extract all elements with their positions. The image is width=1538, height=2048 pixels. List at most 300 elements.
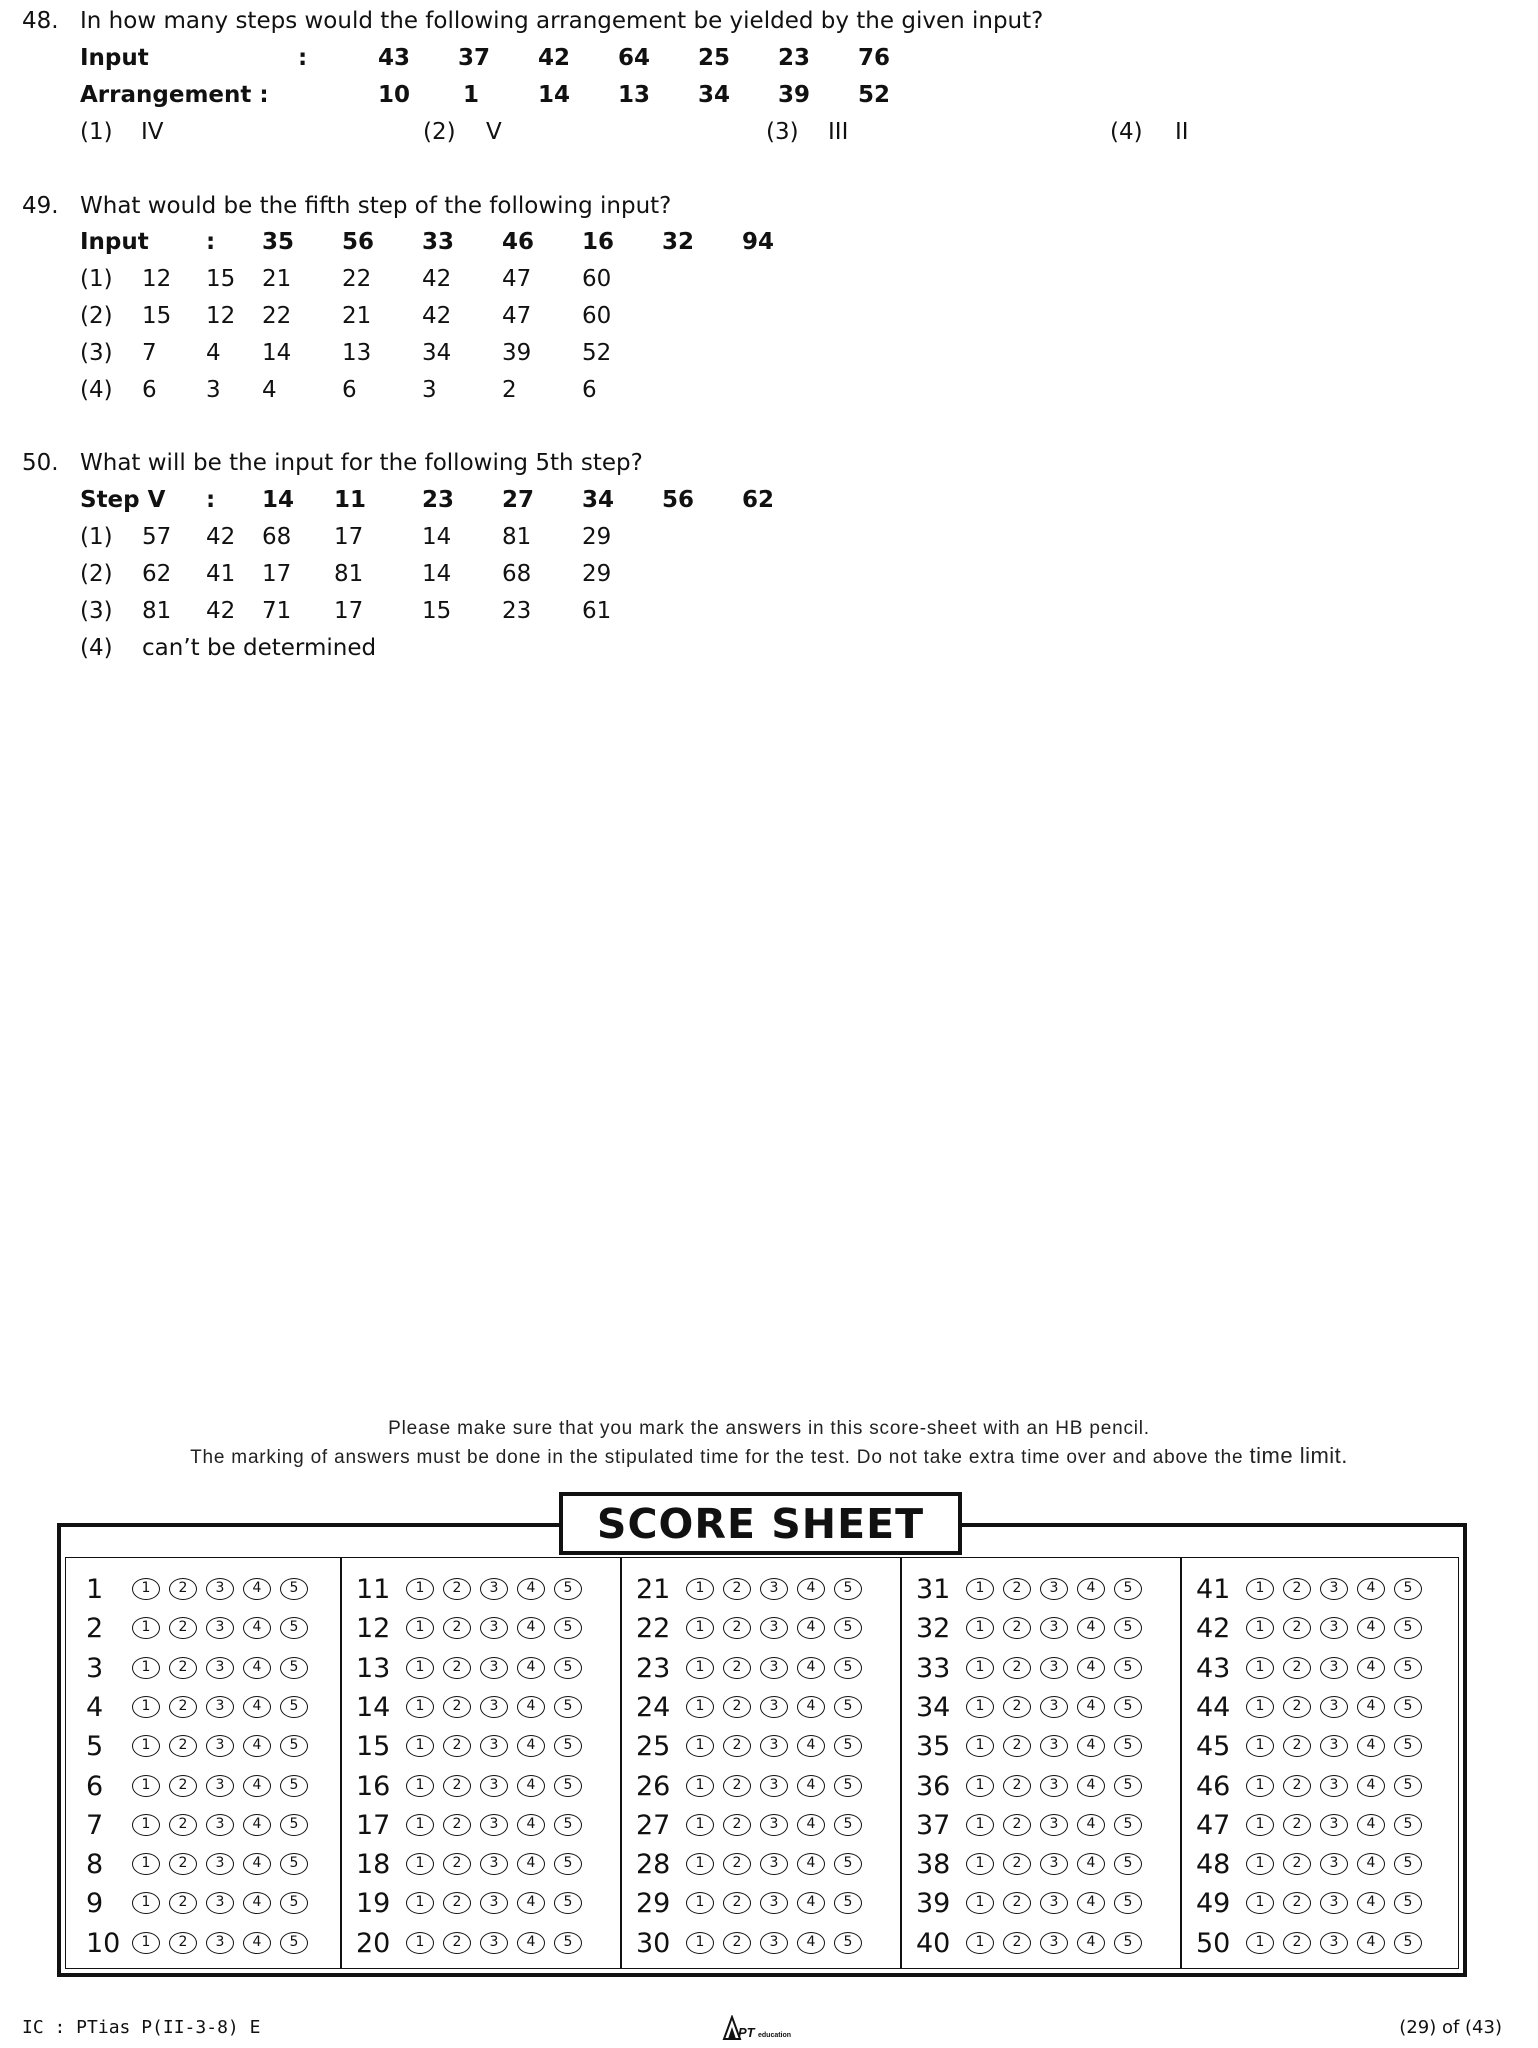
answer-bubble[interactable]: 5	[1114, 1932, 1142, 1954]
answer-bubble[interactable]: 3	[206, 1932, 234, 1954]
answer-bubble[interactable]: 2	[1283, 1853, 1311, 1875]
answer-bubble[interactable]: 1	[132, 1853, 160, 1875]
answer-bubble[interactable]: 4	[1077, 1853, 1105, 1875]
value-cell: 10	[378, 82, 411, 108]
score-row	[900, 1884, 1180, 1924]
answer-bubble[interactable]: 2	[1283, 1814, 1311, 1836]
answer-bubble[interactable]: 1	[406, 1892, 434, 1914]
answer-bubble[interactable]: 5	[1394, 1814, 1422, 1836]
answer-bubble[interactable]: 1	[686, 1696, 714, 1718]
answer-bubble[interactable]: 3	[1320, 1696, 1348, 1718]
answer-bubble[interactable]: 3	[760, 1657, 788, 1679]
answer-bubble[interactable]: 3	[1040, 1814, 1068, 1836]
answer-bubble[interactable]: 5	[554, 1617, 582, 1639]
score-row	[66, 1570, 340, 1610]
answer-bubble[interactable]: 4	[1077, 1735, 1105, 1757]
answer-bubble[interactable]: 4	[1357, 1657, 1385, 1679]
answer-bubble[interactable]: 4	[1357, 1578, 1385, 1600]
answer-bubble[interactable]: 5	[280, 1892, 308, 1914]
answer-bubble[interactable]: 2	[1283, 1696, 1311, 1718]
answer-bubble[interactable]: 2	[169, 1814, 197, 1836]
answer-bubble[interactable]: 3	[206, 1775, 234, 1797]
answer-bubble[interactable]: 5	[1114, 1775, 1142, 1797]
answer-bubble[interactable]: 1	[1246, 1775, 1274, 1797]
value-cell: 17	[262, 561, 292, 587]
question-number: 4	[86, 1691, 104, 1723]
answer-bubble[interactable]: 4	[243, 1932, 271, 1954]
question-number: 25	[636, 1731, 671, 1763]
value-cell: 81	[502, 524, 532, 550]
answer-bubble[interactable]: 1	[686, 1617, 714, 1639]
answer-bubble[interactable]: 2	[169, 1892, 197, 1914]
answer-bubble[interactable]: 1	[1246, 1932, 1274, 1954]
answer-bubble[interactable]: 2	[169, 1735, 197, 1757]
answer-bubble[interactable]: 4	[1077, 1814, 1105, 1836]
answer-bubble[interactable]: 5	[280, 1657, 308, 1679]
answer-bubble[interactable]: 3	[1320, 1932, 1348, 1954]
answer-bubble[interactable]: 1	[1246, 1578, 1274, 1600]
answer-bubble[interactable]: 5	[280, 1932, 308, 1954]
answer-bubble[interactable]: 1	[966, 1578, 994, 1600]
answer-bubble[interactable]: 1	[132, 1657, 160, 1679]
answer-bubble[interactable]: 1	[966, 1853, 994, 1875]
answer-bubble[interactable]: 1	[1246, 1853, 1274, 1875]
answer-bubble[interactable]: 3	[1040, 1892, 1068, 1914]
answer-bubble[interactable]: 4	[517, 1578, 545, 1600]
answer-bubble[interactable]: 2	[1283, 1617, 1311, 1639]
answer-bubble[interactable]: 1	[1246, 1657, 1274, 1679]
answer-bubble[interactable]: 3	[760, 1578, 788, 1600]
answer-bubble[interactable]: 4	[243, 1892, 271, 1914]
answer-bubble[interactable]: 3	[480, 1775, 508, 1797]
score-row	[1180, 1570, 1466, 1610]
answer-bubble[interactable]: 5	[280, 1814, 308, 1836]
answer-bubble[interactable]: 4	[1357, 1617, 1385, 1639]
answer-bubble[interactable]: 2	[443, 1735, 471, 1757]
question-number: 33	[916, 1652, 951, 1684]
answer-bubble[interactable]: 5	[834, 1892, 862, 1914]
answer-bubble[interactable]: 1	[1246, 1696, 1274, 1718]
answer-bubble[interactable]: 3	[480, 1696, 508, 1718]
score-row	[66, 1845, 340, 1885]
answer-bubble[interactable]: 4	[517, 1617, 545, 1639]
answer-bubble[interactable]: 5	[834, 1775, 862, 1797]
answer-bubble[interactable]: 4	[517, 1853, 545, 1875]
answer-bubble[interactable]: 4	[797, 1932, 825, 1954]
answer-bubble[interactable]: 4	[243, 1735, 271, 1757]
answer-bubble[interactable]: 3	[206, 1657, 234, 1679]
answer-bubble[interactable]: 3	[1040, 1696, 1068, 1718]
answer-bubble[interactable]: 2	[723, 1932, 751, 1954]
answer-bubble[interactable]: 4	[797, 1696, 825, 1718]
answer-bubble[interactable]: 1	[132, 1932, 160, 1954]
answer-bubble[interactable]: 3	[1040, 1578, 1068, 1600]
answer-bubble[interactable]: 5	[1394, 1932, 1422, 1954]
answer-bubble[interactable]: 4	[243, 1775, 271, 1797]
question-number: 49	[1196, 1888, 1231, 1920]
value-cell: 14	[422, 524, 452, 550]
answer-bubble[interactable]: 2	[1283, 1892, 1311, 1914]
value-cell: 62	[742, 487, 775, 513]
answer-bubble[interactable]: 1	[406, 1775, 434, 1797]
answer-bubble[interactable]: 2	[443, 1892, 471, 1914]
answer-bubble[interactable]: 3	[760, 1814, 788, 1836]
option-label: (4)	[80, 377, 113, 403]
answer-bubble[interactable]: 4	[1357, 1932, 1385, 1954]
answer-bubble[interactable]: 3	[760, 1696, 788, 1718]
answer-bubble[interactable]: 4	[517, 1696, 545, 1718]
answer-bubble[interactable]: 5	[1394, 1853, 1422, 1875]
answer-bubble[interactable]: 5	[554, 1775, 582, 1797]
answer-bubble[interactable]: 1	[132, 1617, 160, 1639]
answer-bubble[interactable]: 4	[1077, 1932, 1105, 1954]
answer-bubble[interactable]: 5	[280, 1617, 308, 1639]
answer-bubble[interactable]: 2	[723, 1617, 751, 1639]
answer-bubble[interactable]: 2	[169, 1657, 197, 1679]
answer-bubble[interactable]: 5	[1114, 1578, 1142, 1600]
answer-bubble[interactable]: 5	[554, 1892, 582, 1914]
answer-bubble[interactable]: 5	[1394, 1578, 1422, 1600]
answer-bubble[interactable]: 1	[686, 1814, 714, 1836]
value-cell: 46	[502, 229, 535, 255]
answer-bubble[interactable]: 4	[797, 1617, 825, 1639]
answer-bubble[interactable]: 1	[406, 1578, 434, 1600]
answer-bubble[interactable]: 1	[1246, 1617, 1274, 1639]
answer-bubble[interactable]: 5	[1114, 1892, 1142, 1914]
answer-bubble[interactable]: 4	[797, 1775, 825, 1797]
answer-bubble[interactable]: 2	[1003, 1892, 1031, 1914]
answer-bubble[interactable]: 4	[1077, 1617, 1105, 1639]
value-cell: 56	[662, 487, 695, 513]
value-cell: 64	[618, 45, 651, 71]
answer-bubble[interactable]: 2	[723, 1853, 751, 1875]
answer-bubble[interactable]: 5	[554, 1696, 582, 1718]
answer-bubble[interactable]: 5	[554, 1578, 582, 1600]
answer-bubble[interactable]: 5	[1114, 1657, 1142, 1679]
answer-bubble[interactable]: 3	[1040, 1735, 1068, 1757]
answer-bubble[interactable]: 4	[797, 1578, 825, 1600]
answer-bubble[interactable]: 5	[554, 1932, 582, 1954]
answer-bubble[interactable]: 2	[169, 1775, 197, 1797]
answer-bubble[interactable]: 4	[1357, 1892, 1385, 1914]
answer-bubble[interactable]: 3	[1320, 1775, 1348, 1797]
answer-bubble[interactable]: 2	[1283, 1657, 1311, 1679]
answer-bubble[interactable]: 2	[443, 1775, 471, 1797]
score-row	[66, 1924, 340, 1964]
answer-bubble[interactable]: 3	[760, 1892, 788, 1914]
answer-bubble[interactable]: 3	[1040, 1853, 1068, 1875]
answer-bubble[interactable]: 1	[966, 1814, 994, 1836]
answer-bubble[interactable]: 4	[517, 1932, 545, 1954]
answer-bubble[interactable]: 3	[1320, 1853, 1348, 1875]
answer-bubble[interactable]: 1	[686, 1932, 714, 1954]
score-row	[340, 1845, 620, 1885]
answer-bubble[interactable]: 1	[686, 1657, 714, 1679]
answer-bubble[interactable]: 2	[443, 1578, 471, 1600]
answer-bubble[interactable]: 2	[443, 1932, 471, 1954]
answer-bubble[interactable]: 3	[206, 1617, 234, 1639]
value-cell: 3	[422, 377, 437, 403]
answer-bubble[interactable]: 2	[169, 1578, 197, 1600]
answer-bubble[interactable]: 1	[406, 1814, 434, 1836]
answer-bubble[interactable]: 5	[1114, 1735, 1142, 1757]
option-label: (1)	[80, 524, 113, 550]
answer-bubble[interactable]: 4	[243, 1814, 271, 1836]
answer-bubble[interactable]: 1	[966, 1932, 994, 1954]
answer-bubble[interactable]: 2	[1283, 1578, 1311, 1600]
question-number: 7	[86, 1809, 104, 1841]
answer-bubble[interactable]: 4	[243, 1853, 271, 1875]
value-cell: 47	[502, 266, 532, 292]
answer-bubble[interactable]: 4	[1357, 1775, 1385, 1797]
answer-bubble[interactable]: 2	[1003, 1735, 1031, 1757]
answer-bubble[interactable]: 2	[443, 1853, 471, 1875]
answer-bubble[interactable]: 3	[760, 1617, 788, 1639]
answer-bubble[interactable]: 4	[797, 1735, 825, 1757]
answer-bubble[interactable]: 3	[1320, 1814, 1348, 1836]
answer-bubble[interactable]: 2	[1283, 1775, 1311, 1797]
answer-bubble[interactable]: 5	[834, 1657, 862, 1679]
answer-bubble[interactable]: 3	[206, 1578, 234, 1600]
question-number: 24	[636, 1691, 671, 1723]
answer-bubble[interactable]: 1	[132, 1735, 160, 1757]
answer-bubble[interactable]: 1	[966, 1696, 994, 1718]
answer-bubble[interactable]: 1	[686, 1775, 714, 1797]
answer-bubble[interactable]: 1	[1246, 1735, 1274, 1757]
value-cell: 4	[206, 340, 221, 366]
answer-bubble[interactable]: 1	[966, 1657, 994, 1679]
answer-bubble[interactable]: 4	[243, 1657, 271, 1679]
answer-bubble[interactable]: 1	[132, 1696, 160, 1718]
answer-bubble[interactable]: 3	[480, 1735, 508, 1757]
answer-bubble[interactable]: 1	[132, 1578, 160, 1600]
answer-bubble[interactable]: 1	[966, 1775, 994, 1797]
value-cell: 15	[206, 266, 236, 292]
answer-bubble[interactable]: 2	[443, 1657, 471, 1679]
score-row	[66, 1609, 340, 1649]
answer-bubble[interactable]: 4	[1357, 1696, 1385, 1718]
answer-bubble[interactable]: 1	[686, 1892, 714, 1914]
answer-bubble[interactable]: 3	[480, 1657, 508, 1679]
answer-bubble[interactable]: 1	[406, 1657, 434, 1679]
answer-bubble[interactable]: 5	[1394, 1892, 1422, 1914]
answer-bubble[interactable]: 3	[206, 1853, 234, 1875]
answer-bubble[interactable]: 5	[1394, 1657, 1422, 1679]
value-cell: 23	[422, 487, 455, 513]
question-number: 42	[1196, 1613, 1231, 1645]
value-cell: 17	[334, 524, 364, 550]
answer-bubble[interactable]: 4	[517, 1814, 545, 1836]
answer-bubble[interactable]: 5	[834, 1853, 862, 1875]
answer-bubble[interactable]: 2	[723, 1775, 751, 1797]
answer-bubble[interactable]: 3	[480, 1853, 508, 1875]
answer-bubble[interactable]: 5	[1394, 1735, 1422, 1757]
answer-bubble[interactable]: 4	[797, 1853, 825, 1875]
answer-bubble[interactable]: 4	[1077, 1775, 1105, 1797]
answer-bubble[interactable]: 4	[1077, 1696, 1105, 1718]
answer-bubble[interactable]: 4	[797, 1814, 825, 1836]
answer-bubble[interactable]: 2	[169, 1932, 197, 1954]
answer-bubble[interactable]: 4	[517, 1735, 545, 1757]
answer-bubble[interactable]: 1	[686, 1578, 714, 1600]
answer-bubble[interactable]: 1	[686, 1853, 714, 1875]
answer-bubble[interactable]: 1	[406, 1735, 434, 1757]
answer-bubble[interactable]: 3	[760, 1853, 788, 1875]
svg-text:education: education	[758, 2032, 792, 2039]
answer-bubble[interactable]: 2	[1003, 1696, 1031, 1718]
answer-bubble[interactable]: 2	[723, 1735, 751, 1757]
answer-bubble[interactable]: 2	[1003, 1617, 1031, 1639]
question-number: 13	[356, 1652, 391, 1684]
answer-bubble[interactable]: 3	[206, 1735, 234, 1757]
answer-bubble[interactable]: 2	[723, 1657, 751, 1679]
answer-bubble[interactable]: 3	[1320, 1617, 1348, 1639]
answer-bubble[interactable]: 5	[1394, 1696, 1422, 1718]
answer-bubble[interactable]: 5	[1114, 1853, 1142, 1875]
answer-bubble[interactable]: 4	[1077, 1657, 1105, 1679]
answer-bubble[interactable]: 2	[169, 1696, 197, 1718]
answer-bubble[interactable]: 3	[1320, 1735, 1348, 1757]
value-cell: 42	[206, 524, 236, 550]
answer-bubble[interactable]: 1	[686, 1735, 714, 1757]
answer-bubble[interactable]: 5	[554, 1814, 582, 1836]
answer-bubble[interactable]: 2	[1003, 1932, 1031, 1954]
answer-bubble[interactable]: 1	[1246, 1814, 1274, 1836]
answer-bubble[interactable]: 2	[1283, 1932, 1311, 1954]
answer-bubble[interactable]: 2	[1003, 1814, 1031, 1836]
answer-bubble[interactable]: 5	[1114, 1814, 1142, 1836]
answer-bubble[interactable]: 5	[834, 1735, 862, 1757]
answer-bubble[interactable]: 4	[1357, 1814, 1385, 1836]
answer-bubble[interactable]: 4	[1357, 1853, 1385, 1875]
question-number: 17	[356, 1809, 391, 1841]
score-row	[1180, 1767, 1466, 1807]
question-number: 49.	[22, 193, 59, 219]
score-row	[620, 1924, 900, 1964]
answer-bubble[interactable]: 1	[406, 1696, 434, 1718]
answer-bubble[interactable]: 3	[480, 1814, 508, 1836]
answer-bubble[interactable]: 3	[1320, 1657, 1348, 1679]
question-number: 8	[86, 1849, 104, 1881]
value-cell: 11	[334, 487, 367, 513]
answer-bubble[interactable]: 4	[1357, 1735, 1385, 1757]
value-cell: 27	[502, 487, 535, 513]
answer-bubble[interactable]: 5	[834, 1578, 862, 1600]
answer-bubble[interactable]: 4	[797, 1892, 825, 1914]
answer-bubble[interactable]: 4	[517, 1775, 545, 1797]
answer-bubble[interactable]: 5	[1394, 1775, 1422, 1797]
answer-bubble[interactable]: 3	[760, 1775, 788, 1797]
answer-bubble[interactable]: 3	[760, 1932, 788, 1954]
answer-bubble[interactable]: 3	[1320, 1578, 1348, 1600]
answer-bubble[interactable]: 2	[723, 1892, 751, 1914]
answer-bubble[interactable]: 2	[1003, 1578, 1031, 1600]
answer-bubble[interactable]: 2	[723, 1696, 751, 1718]
value-cell: 25	[698, 45, 731, 71]
answer-bubble[interactable]: 2	[1003, 1775, 1031, 1797]
answer-bubble[interactable]: 5	[834, 1814, 862, 1836]
option-label: (1)	[80, 266, 113, 292]
answer-bubble[interactable]: 2	[169, 1617, 197, 1639]
answer-bubble[interactable]: 3	[1040, 1657, 1068, 1679]
answer-bubble[interactable]: 3	[1040, 1775, 1068, 1797]
answer-bubble[interactable]: 1	[966, 1892, 994, 1914]
answer-bubble[interactable]: 2	[723, 1578, 751, 1600]
answer-bubble[interactable]: 1	[966, 1735, 994, 1757]
answer-bubble[interactable]: 5	[280, 1775, 308, 1797]
answer-bubble[interactable]: 4	[243, 1617, 271, 1639]
answer-bubble[interactable]: 3	[206, 1814, 234, 1836]
answer-bubble[interactable]: 1	[406, 1853, 434, 1875]
answer-bubble[interactable]: 4	[517, 1892, 545, 1914]
answer-bubble[interactable]: 3	[760, 1735, 788, 1757]
answer-bubble[interactable]: 5	[1114, 1696, 1142, 1718]
answer-bubble[interactable]: 2	[443, 1617, 471, 1639]
score-sheet-title: SCORE SHEET	[559, 1492, 962, 1555]
answer-bubble[interactable]: 5	[554, 1853, 582, 1875]
answer-bubble[interactable]: 3	[206, 1696, 234, 1718]
answer-bubble[interactable]: 5	[280, 1853, 308, 1875]
answer-bubble[interactable]: 5	[1114, 1617, 1142, 1639]
score-row	[340, 1609, 620, 1649]
answer-bubble[interactable]: 4	[517, 1657, 545, 1679]
answer-bubble[interactable]: 4	[797, 1657, 825, 1679]
answer-bubble[interactable]: 1	[406, 1932, 434, 1954]
value-cell: 12	[206, 303, 236, 329]
answer-bubble[interactable]: 3	[1040, 1617, 1068, 1639]
answer-bubble[interactable]: 3	[480, 1892, 508, 1914]
answer-bubble[interactable]: 1	[132, 1892, 160, 1914]
value-cell: 29	[582, 524, 612, 550]
answer-bubble[interactable]: 1	[132, 1775, 160, 1797]
value-cell: 43	[378, 45, 411, 71]
answer-bubble[interactable]: 1	[406, 1617, 434, 1639]
answer-bubble[interactable]: 4	[1077, 1892, 1105, 1914]
answer-bubble[interactable]: 5	[834, 1932, 862, 1954]
answer-bubble[interactable]: 3	[480, 1578, 508, 1600]
answer-bubble[interactable]: 5	[834, 1696, 862, 1718]
answer-bubble[interactable]: 5	[554, 1657, 582, 1679]
answer-bubble[interactable]: 1	[1246, 1892, 1274, 1914]
answer-bubble[interactable]: 4	[243, 1578, 271, 1600]
answer-bubble[interactable]: 4	[243, 1696, 271, 1718]
notice-text: The marking of answers must be done in the stipulated time for the test. Do not take extra time over and above the	[190, 1447, 1244, 1468]
answer-bubble[interactable]: 1	[132, 1814, 160, 1836]
answer-bubble[interactable]: 2	[1283, 1735, 1311, 1757]
answer-bubble[interactable]: 2	[443, 1696, 471, 1718]
answer-bubble[interactable]: 5	[280, 1578, 308, 1600]
question-number: 20	[356, 1927, 391, 1959]
answer-bubble[interactable]: 5	[834, 1617, 862, 1639]
answer-bubble[interactable]: 5	[280, 1735, 308, 1757]
answer-bubble[interactable]: 3	[1320, 1892, 1348, 1914]
score-row	[340, 1570, 620, 1610]
answer-bubble[interactable]: 4	[1077, 1578, 1105, 1600]
answer-bubble[interactable]: 3	[1040, 1932, 1068, 1954]
answer-bubble[interactable]: 5	[1394, 1617, 1422, 1639]
answer-bubble[interactable]: 2	[1003, 1657, 1031, 1679]
answer-bubble[interactable]: 1	[966, 1617, 994, 1639]
answer-bubble[interactable]: 3	[480, 1617, 508, 1639]
answer-bubble[interactable]: 5	[554, 1735, 582, 1757]
answer-bubble[interactable]: 2	[723, 1814, 751, 1836]
answer-bubble[interactable]: 2	[1003, 1853, 1031, 1875]
answer-bubble[interactable]: 3	[480, 1932, 508, 1954]
answer-bubble[interactable]: 2	[443, 1814, 471, 1836]
answer-bubble[interactable]: 3	[206, 1892, 234, 1914]
answer-bubble[interactable]: 5	[280, 1696, 308, 1718]
answer-bubble[interactable]: 2	[169, 1853, 197, 1875]
